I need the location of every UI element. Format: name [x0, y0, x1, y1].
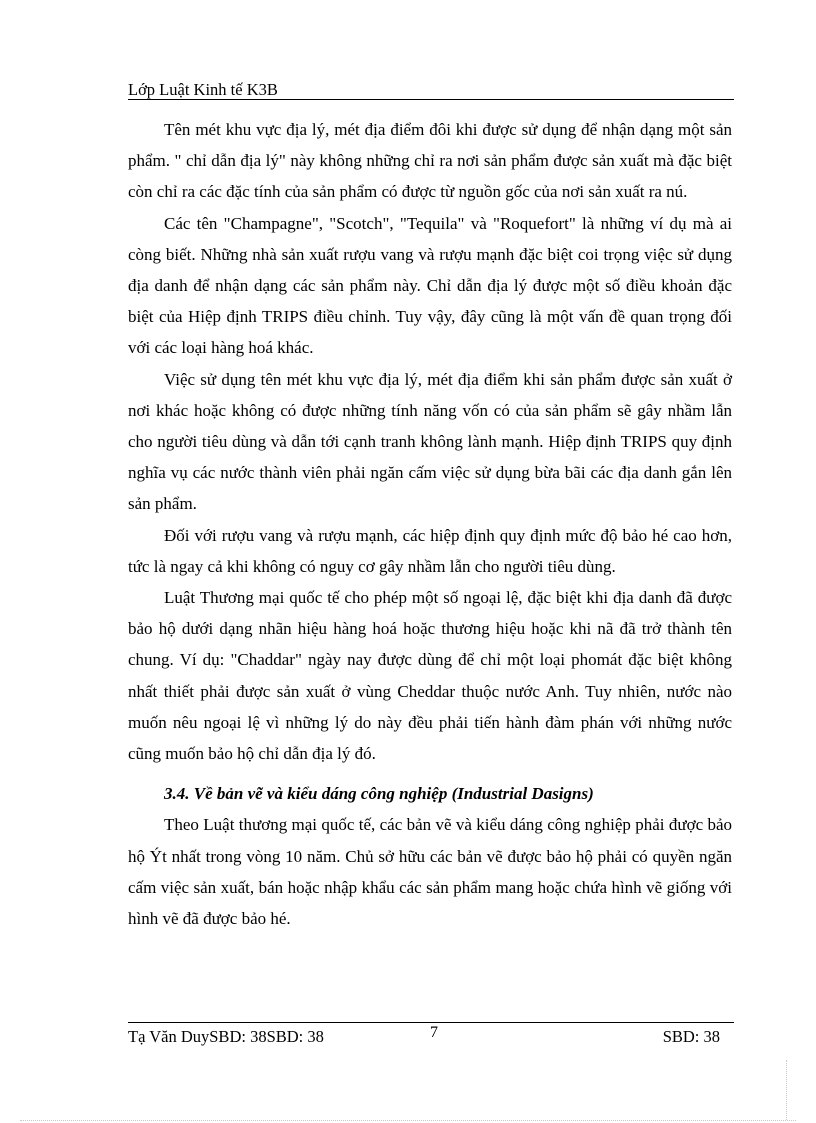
section-paragraph: Theo Luật thương mại quốc tế, các bản vẽ và kiểu dáng công nghiệp phải được bảo hộ Ýt nhất trong vòng 10 năm. Chủ sở hữu các bản vẽ được bảo hộ phải có quyền ngăn cấm việc sản xuất, bán hoặc nhập khẩu các sản phẩm mang hoặc chứa hình vẽ giống với hình vẽ đã được bảo hé.: [128, 815, 732, 929]
footer-sbd: SBD: 38: [662, 1027, 720, 1046]
paragraph-2: Các tên "Champagne", "Scotch", "Tequila" và "Roquefort" là những ví dụ mà ai còng biết. Những nhà sản xuất rượu vang và rượu mạnh đặc biệt coi trọng việc sử dụng địa danh để nhận dạng các sản phẩm này. Chỉ dẫn địa lý được một số điều khoản đặc biệt của Hiệp định TRIPS điều chỉnh. Tuy vậy, đây cũng là một vấn đề quan trọng đối với các loại hàng hoá khác.: [128, 213, 732, 358]
paragraph-1: Tên mét khu vực địa lý, mét địa điểm đôi khi được sử dụng để nhận dạng một sản phẩm. " chỉ dẫn địa lý" này không những chỉ ra nơi sản phẩm được sản xuất mà đặc biệt còn chỉ ra các đặc tính của sản phẩm có được từ nguồn gốc của nơi sản xuất ra nú.: [128, 120, 732, 202]
footer-author: Tạ Văn DuySBD: 38SBD: 38: [128, 1027, 324, 1046]
paragraph-5: Luật Thương mại quốc tế cho phép một số ngoại lệ, đặc biệt khi địa danh đã được bảo hộ dưới dạng nhãn hiệu hàng hoá hoặc thương hiệu hoặc khi nã đã trở thành tên chung. Ví dụ: "Chaddar" ngày nay được dùng để chỉ một loại phomát đặc biệt không nhất thiết phải được sản xuất ở vùng Cheddar thuộc nước Anh. Tuy nhiên, nước nào muốn nêu ngoại lệ vì những lý do này đều phải tiến hành đàm phán với những nước cũng muốn bảo hộ chỉ dẫn địa lý đó.: [128, 588, 732, 764]
page-header: Lớp Luật Kinh tế K3B: [128, 80, 278, 99]
paragraph-3: Việc sử dụng tên mét khu vực địa lý, mét địa điểm khi sản phẩm được sản xuất ở nơi khác hoặc không có được những tính năng vốn có của sản phẩm sẽ gây nhầm lẫn cho người tiêu dùng và dẫn tới cạnh tranh không lành mạnh. Hiệp định TRIPS quy định nghĩa vụ các nước thành viên phải ngăn cấm việc sử dụng bừa bãi các địa danh gắn lên sản phẩm.: [128, 369, 732, 514]
paragraph-4: Đối với rượu vang và rượu mạnh, các hiệp định quy định mức độ bảo hé cao hơn, tức là ngay cả khi không có nguy cơ gây nhầm lẫn cho người tiêu dùng.: [128, 525, 732, 576]
page-number: 7: [430, 1024, 438, 1041]
page-edge-dotted-vertical: [786, 1060, 787, 1120]
section-heading: 3.4. Về bản vẽ và kiểu dáng công nghiệp (Industrial Dasigns): [164, 784, 594, 804]
header-rule: [128, 99, 734, 100]
page-edge-dotted-line: [20, 1120, 796, 1121]
document-body: [128, 114, 732, 934]
